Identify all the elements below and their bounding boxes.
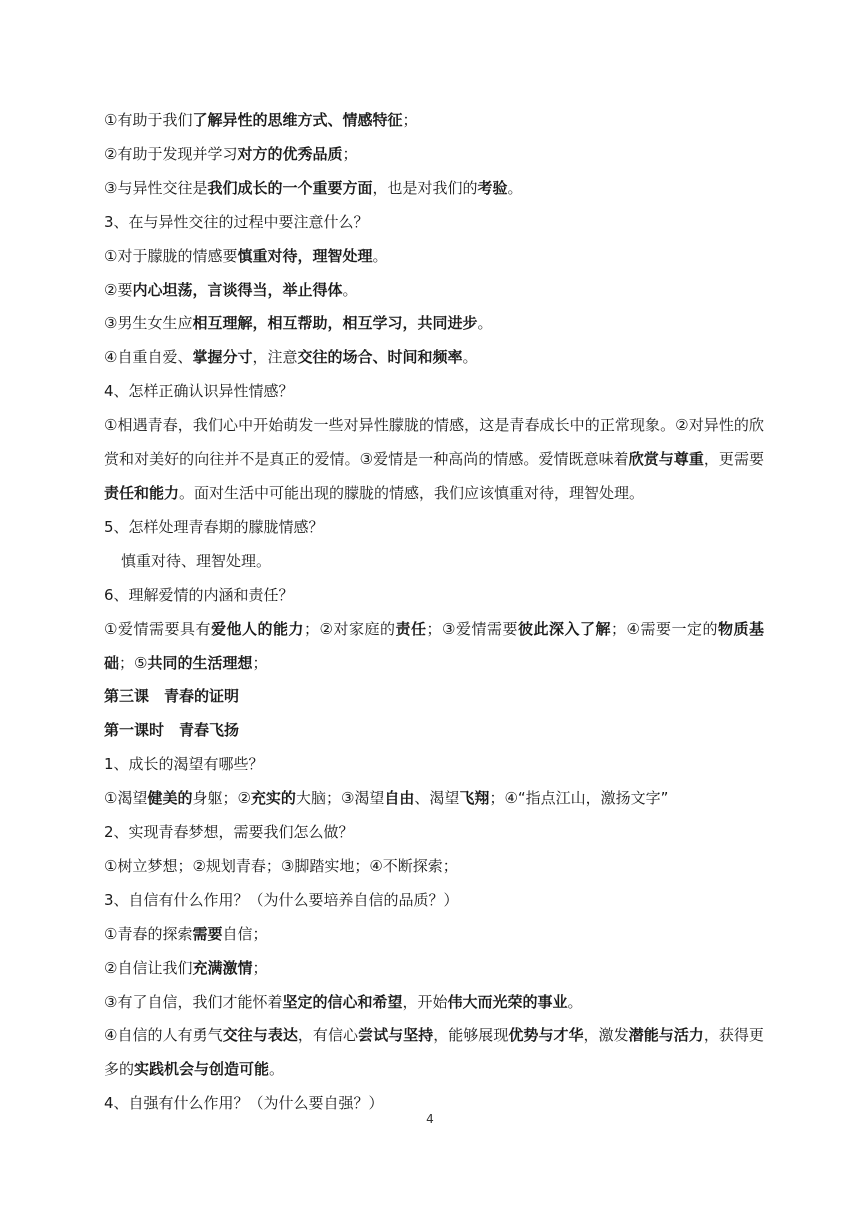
bold-text-run: 尝试与坚持 [358,1026,434,1045]
text-run: ①爱情需要具有 [104,619,211,638]
text-run: ；⑤ [119,653,148,672]
text-line [104,850,764,884]
text-run: ②自信让我们 [104,958,193,977]
page-number: 4 [426,1112,434,1126]
text-run: ，注意 [252,348,298,367]
text-run: ；②对家庭的 [304,619,396,638]
text-run: 1、成长的渴望有哪些？ [104,755,264,774]
text-run: ②有助于发现并学习 [104,144,238,163]
text-line [104,138,764,172]
text-run: ；③爱情需要 [426,619,518,638]
bold-text-run: 相互理解，相互帮助，相互学习，共同进步 [192,314,478,333]
text-run: ①青春的探索 [104,924,193,943]
text-line [104,307,764,341]
text-paragraph [104,613,764,681]
text-run: ①渴望 [104,789,148,808]
bold-text-run: 爱他人的能力 [210,619,304,638]
text-run: 。 [342,280,358,299]
bold-text-run: 考验 [477,178,508,197]
text-run: ，有信心 [297,1026,359,1045]
text-run: ； [252,653,268,672]
text-run: 3、在与异性交往的过程中要注意什么？ [104,212,369,231]
text-run: 慎重对待、理智处理。 [121,551,272,570]
text-run: 。 [462,348,478,367]
text-line [104,952,764,986]
bold-text-run: 彼此深入了解 [517,619,611,638]
text-line [104,748,764,782]
text-run: ；④“指点江山，激扬文字” [489,789,669,808]
text-run: ，获得更多的 [104,1026,764,1079]
text-run: ④自重自爱、 [104,348,193,367]
bold-text-run: 掌握分寸 [192,348,253,367]
text-run: ③有了自信，我们才能怀着 [104,992,283,1011]
text-run: ②要 [104,280,133,299]
text-line [104,172,764,206]
text-run: ； [342,144,358,163]
text-run: 。面对生活中可能出现的朦胧的情感，我们应该慎重对待，理智处理。 [179,483,645,502]
text-run: 6、理解爱情的内涵和责任？ [104,585,294,604]
text-line [104,104,764,138]
document-body [104,104,764,1121]
text-run: ③与异性交往是 [104,178,208,197]
bold-text-run: 充实的 [250,789,296,808]
bold-text-run: 物质基础 [104,619,764,672]
text-run: 2、实现青春梦想，需要我们怎么做？ [104,823,354,842]
text-run: ①对于朦胧的情感要 [104,246,238,265]
bold-text-run: 伟大而光荣的事业 [447,992,568,1011]
text-run: 。 [269,1060,285,1079]
text-paragraph [104,409,764,511]
text-line [104,579,764,613]
text-run: 4、自强有什么作用？（为什么要自强？） [104,1094,384,1113]
bold-text-run: 欣赏与尊重 [628,450,704,469]
text-run: 、渴望 [414,789,460,808]
bold-text-run: 交往的场合、时间和频率 [297,348,463,367]
text-run: 。 [372,246,388,265]
text-run: ，更需要 [703,450,764,469]
text-line [104,375,764,409]
bold-text-run: 第三课 青春的证明 [104,687,240,706]
text-run: ； [252,958,268,977]
text-line [104,782,764,816]
text-line [104,680,764,714]
text-run: 身躯；② [192,789,251,808]
text-run: ①有助于我们 [104,111,193,129]
text-paragraph [104,1019,764,1087]
bold-text-run: 责任 [395,619,427,638]
text-line [104,240,764,274]
text-run: ①相遇青春，我们心中开始萌发一些对异性朦胧的情感，这是青春成长中的正常现象。②对异性的欣赏和对美好的向往并不是真正的爱情。③爱情是一种高尚的情感。爱情既意味着 [104,416,764,469]
bold-text-run: 对方的优秀品质 [237,144,343,163]
text-run: ，能够展现 [433,1026,509,1045]
text-run: 5、怎样处理青春期的朦胧情感？ [104,517,324,536]
bold-text-run: 需要 [192,924,223,943]
bold-text-run: 实践机会与创造可能 [134,1060,270,1079]
text-run: ①树立梦想；②规划青春；③脚踏实地；④不断探索； [104,856,458,875]
bold-text-run: 自由 [384,789,415,808]
text-run: 。 [477,314,493,333]
text-run: 3、自信有什么作用？（为什么要培养自信的品质？） [104,890,459,909]
text-line [104,274,764,308]
text-line [104,816,764,850]
text-line [104,714,764,748]
text-run: ，开始 [402,992,448,1011]
text-run: ④自信的人有勇气 [104,1026,223,1045]
bold-text-run: 飞翔 [459,789,490,808]
text-run: ；④需要一定的 [610,619,718,638]
text-run: ； [402,111,418,129]
text-run: 。 [507,178,523,197]
bold-text-run: 充满激情 [192,958,253,977]
text-run: ，激发 [583,1026,629,1045]
text-run: ③男生女生应 [104,314,193,333]
text-line [104,545,764,579]
bold-text-run: 交往与表达 [222,1026,298,1045]
bold-text-run: 健美的 [147,789,193,808]
bold-text-run: 了解异性的思维方式、情感特征 [192,111,403,129]
text-line [104,884,764,918]
bold-text-run: 共同的生活理想 [147,653,253,672]
text-run: 4、怎样正确认识异性情感？ [104,382,294,401]
text-run: 。 [567,992,583,1011]
text-run: 大脑；③渴望 [295,789,385,808]
text-run: ，也是对我们的 [372,178,478,197]
text-line [104,511,764,545]
text-run: 自信； [222,924,268,943]
text-line [104,918,764,952]
bold-text-run: 我们成长的一个重要方面 [207,178,373,197]
bold-text-run: 第一课时 青春飞扬 [104,721,240,740]
bold-text-run: 内心坦荡，言谈得当，举止得体 [132,280,343,299]
bold-text-run: 责任和能力 [104,483,180,502]
text-line [104,206,764,240]
text-line [104,986,764,1020]
text-line [104,341,764,375]
bold-text-run: 坚定的信心和希望 [282,992,403,1011]
bold-text-run: 优势与才华 [508,1026,584,1045]
bold-text-run: 潜能与活力 [628,1026,704,1045]
bold-text-run: 慎重对待，理智处理 [237,246,373,265]
